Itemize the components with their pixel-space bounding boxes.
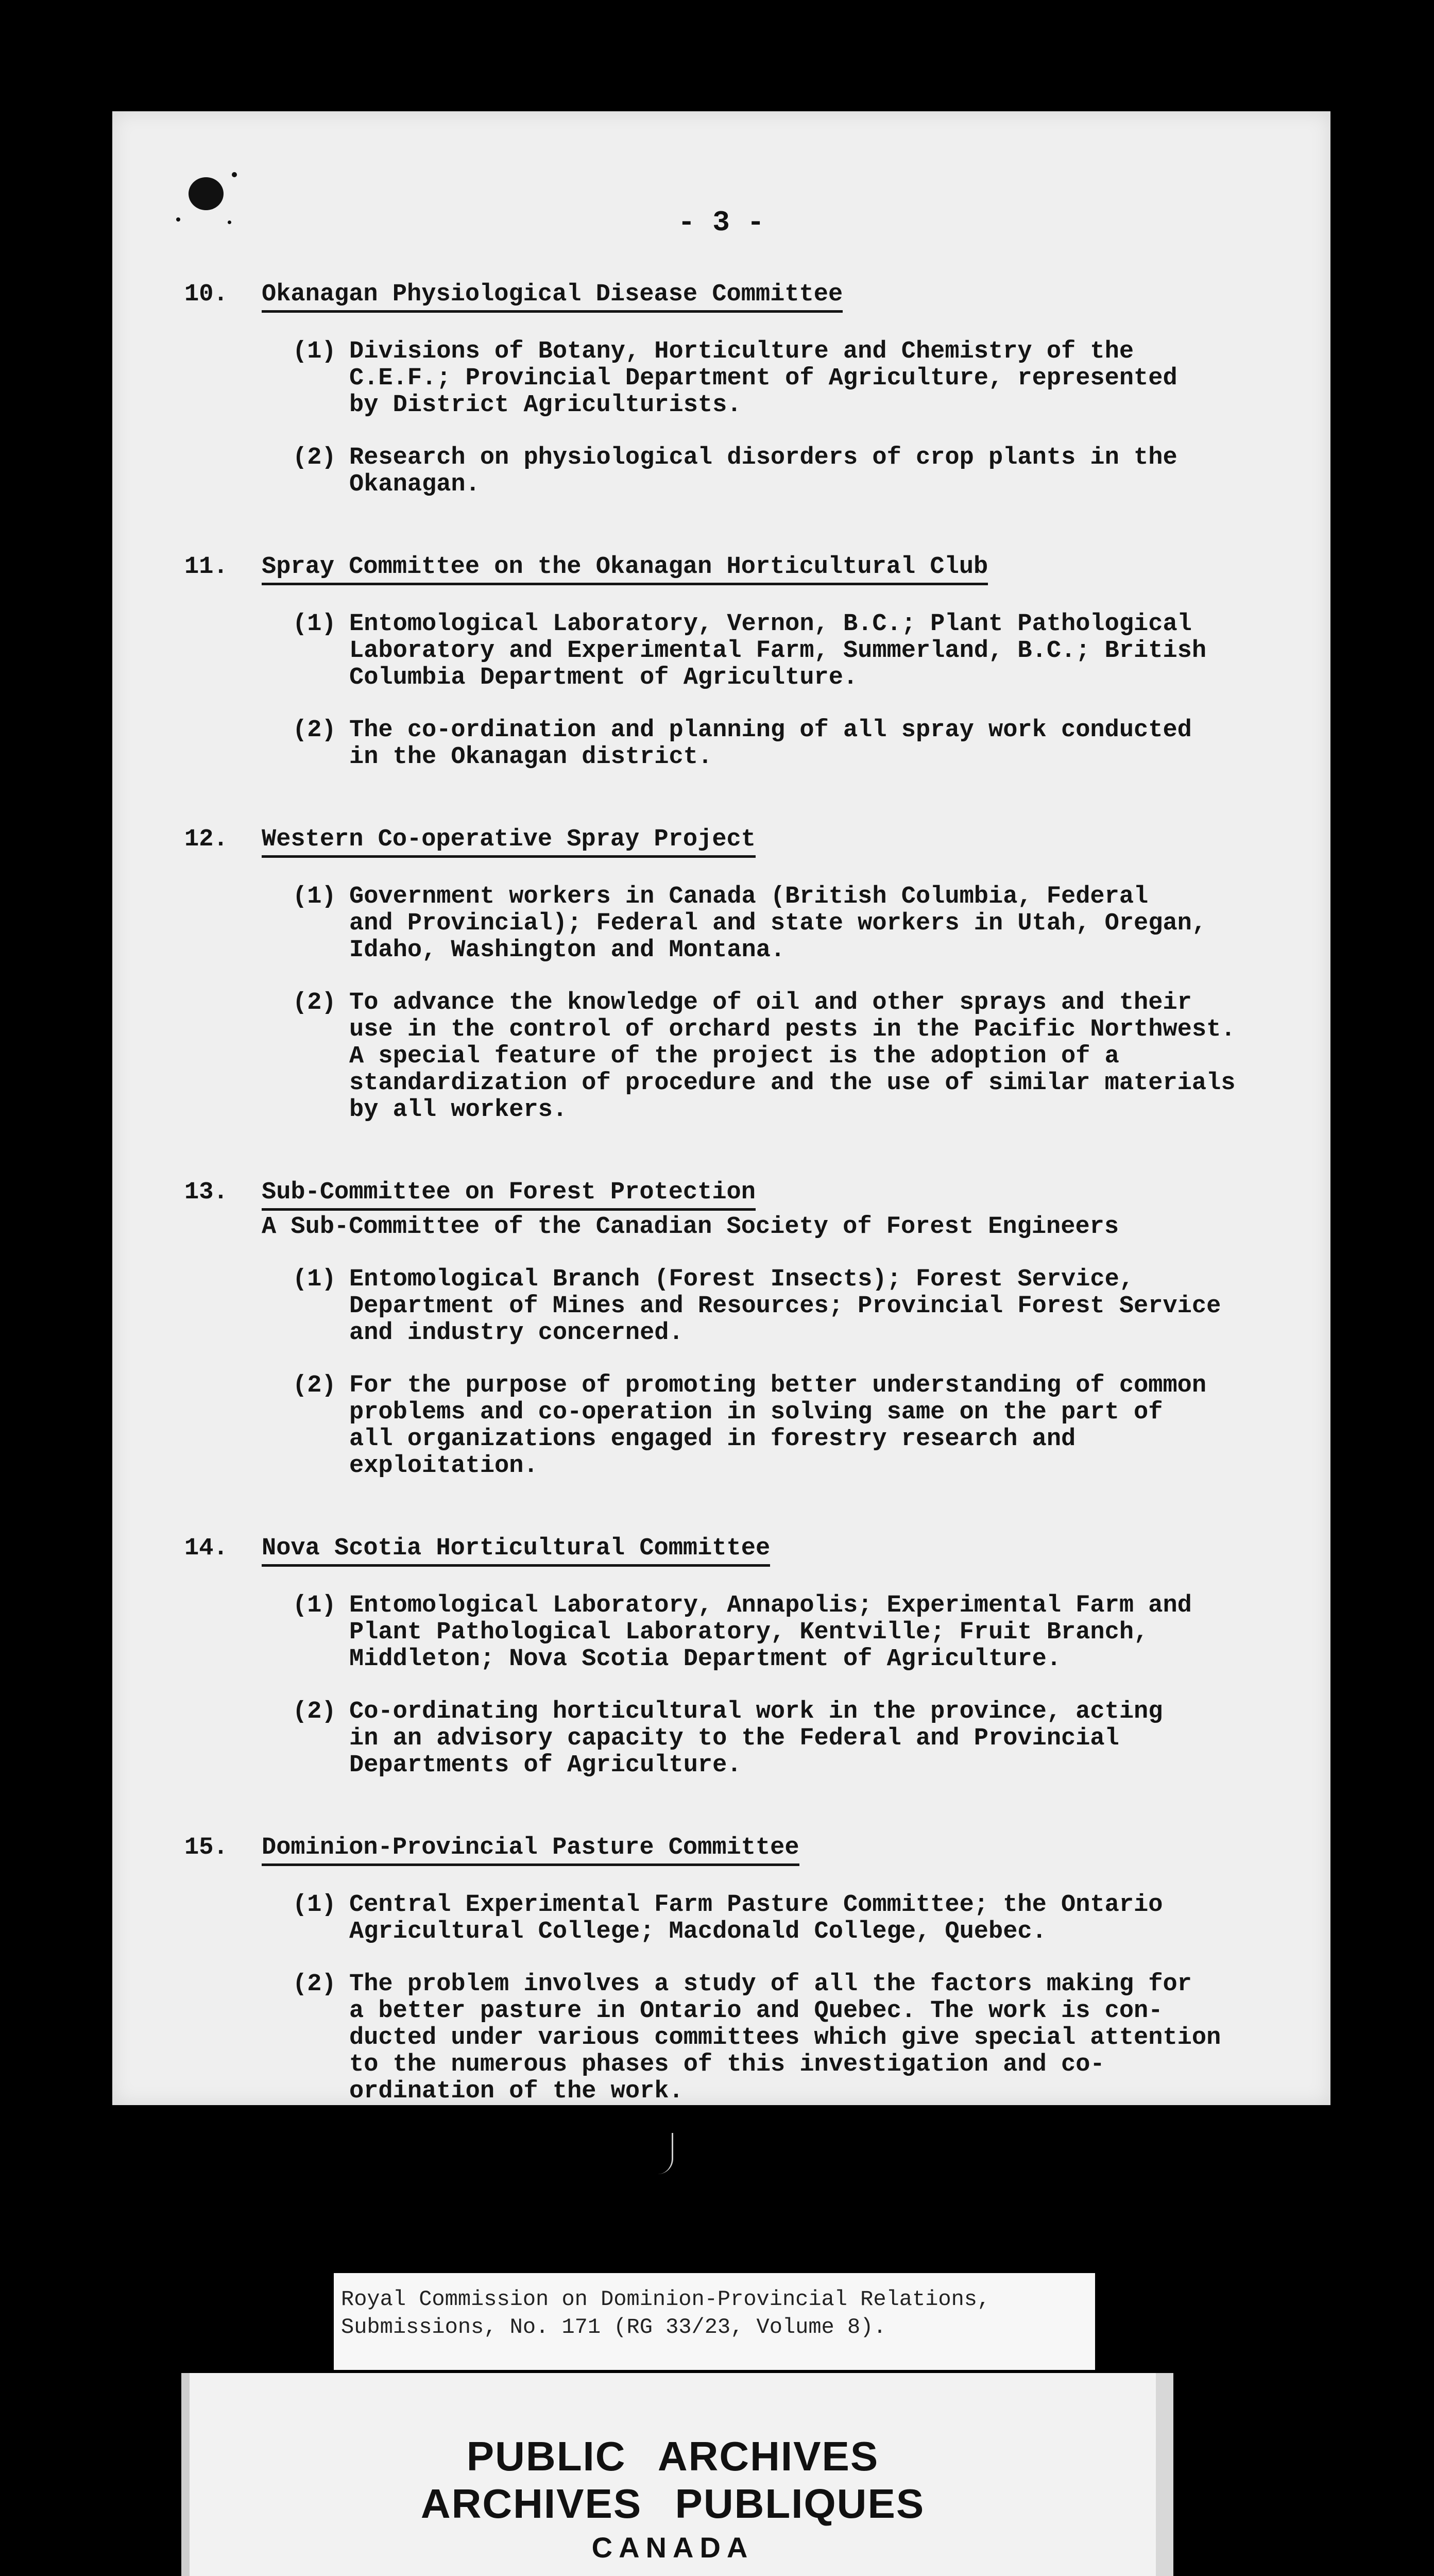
section-item — [293, 1971, 1297, 2105]
section-item — [293, 1372, 1297, 1480]
item-text: Government workers in Canada (British Columbia, Federal and Provincial); Federal and state workers in Utah, Oregan, Idaho, Washington and Montana. — [349, 883, 1207, 964]
item-text: Research on physiological disorders of crop plants in the Okanagan. — [349, 444, 1177, 498]
item-number: (1) — [293, 611, 336, 638]
item-text: The problem involves a study of all the factors making for a better pasture in Ontario and Quebec. The work is con- ducted under various committees which give special attention to the numerous phases of this investigation and co- ordination of the work. — [349, 1971, 1221, 2105]
item-number: (2) — [293, 444, 336, 471]
section-title: Western Co-operative Spray Project — [262, 826, 756, 858]
section-title: Sub-Committee on Forest Protection — [262, 1179, 756, 1211]
section-item — [293, 1266, 1297, 1347]
section-item — [293, 445, 1297, 498]
section-number: 12. — [184, 826, 228, 853]
item-text: Co-ordinating horticultural work in the province, acting in an advisory capacity to the Federal and Provincial Departments of Agriculture. — [349, 1698, 1163, 1779]
section-number: 13. — [184, 1179, 228, 1206]
committee-section — [184, 281, 1297, 498]
section-item — [293, 884, 1297, 964]
archive-line-french: ARCHIVES PUBLIQUES — [420, 2481, 925, 2527]
item-text: Central Experimental Farm Pasture Committee; the Ontario Agricultural College; Macdonald College, Quebec. — [349, 1891, 1163, 1945]
ink-speck — [228, 221, 231, 224]
item-number: (1) — [293, 1891, 336, 1919]
committee-section — [184, 1179, 1297, 1480]
section-heading — [184, 1835, 1297, 1866]
caption-text: Royal Commission on Dominion-Provincial Relations, Submissions, No. 171 (RG 33/23, Volume 8). — [341, 2287, 991, 2340]
ink-speck — [232, 172, 237, 177]
item-number: (2) — [293, 1372, 336, 1399]
item-text: The co-ordination and planning of all spray work conducted in the Okanagan district. — [349, 717, 1192, 771]
section-number: 10. — [184, 281, 228, 308]
item-number: (1) — [293, 883, 336, 910]
item-number: (1) — [293, 1266, 336, 1293]
section-item — [293, 1892, 1297, 1945]
section-title: Dominion-Provincial Pasture Committee — [262, 1835, 799, 1866]
section-heading — [184, 554, 1297, 585]
item-text: To advance the knowledge of oil and other sprays and their use in the control of orchard pests in the Pacific Northwest. A special feature of the project is the adoption of a standardization of procedure and the use of similar materials by all workers. — [349, 989, 1236, 1124]
section-heading — [184, 1535, 1297, 1567]
document-page — [112, 111, 1330, 2105]
archive-line-english: PUBLIC ARCHIVES — [466, 2433, 879, 2479]
item-number: (2) — [293, 717, 336, 744]
item-number: (2) — [293, 1971, 336, 1998]
scratch-mark — [651, 2133, 673, 2174]
item-text: Entomological Branch (Forest Insects); Forest Service, Department of Mines and Resources; Provincial Forest Service and industry concerned. — [349, 1266, 1221, 1347]
section-number: 15. — [184, 1834, 228, 1861]
item-number: (2) — [293, 1698, 336, 1725]
item-number: (1) — [293, 338, 336, 365]
item-text: Entomological Laboratory, Vernon, B.C.; Plant Pathological Laboratory and Experimental Farm, Summerland, B.C.; British Columbia Department of Agriculture. — [349, 611, 1207, 691]
archive-stamp-card — [181, 2373, 1173, 2576]
item-text: Divisions of Botany, Horticulture and Chemistry of the C.E.F.; Provincial Department of Agriculture, represented by District Agriculturists. — [349, 338, 1177, 419]
page-number: - 3 - — [678, 206, 765, 239]
section-item — [293, 1592, 1297, 1673]
section-title: Nova Scotia Horticultural Committee — [262, 1535, 770, 1567]
section-item — [293, 1699, 1297, 1779]
committee-section — [184, 826, 1297, 1124]
item-number: (2) — [293, 989, 336, 1016]
section-number: 14. — [184, 1535, 228, 1562]
committee-list — [184, 281, 1297, 2105]
caption-slip — [334, 2273, 1095, 2370]
section-number: 11. — [184, 553, 228, 581]
section-item — [293, 717, 1297, 771]
section-heading — [184, 826, 1297, 858]
section-subline: A Sub-Committee of the Canadian Society of Forest Engineers — [262, 1213, 1119, 1241]
item-text: For the purpose of promoting better understanding of common problems and co-operation in solving same on the part of all organizations engaged in forestry research and exploitation. — [349, 1372, 1207, 1480]
section-item — [293, 611, 1297, 691]
section-heading — [184, 281, 1297, 313]
committee-section — [184, 1535, 1297, 1779]
ink-speck — [176, 217, 180, 222]
committee-section — [184, 554, 1297, 771]
section-heading — [184, 1179, 1297, 1211]
section-title: Spray Committee on the Okanagan Horticultural Club — [262, 554, 988, 585]
archive-line-country: CANADA — [591, 2531, 754, 2564]
ink-blot — [189, 177, 224, 210]
item-number: (1) — [293, 1592, 336, 1619]
item-text: Entomological Laboratory, Annapolis; Experimental Farm and Plant Pathological Laboratory, Kentville; Fruit Branch, Middleton; Nova Scotia Department of Agriculture. — [349, 1592, 1192, 1673]
section-item — [293, 338, 1297, 419]
committee-section — [184, 1835, 1297, 2105]
section-item — [293, 990, 1297, 1124]
section-title: Okanagan Physiological Disease Committee — [262, 281, 843, 313]
